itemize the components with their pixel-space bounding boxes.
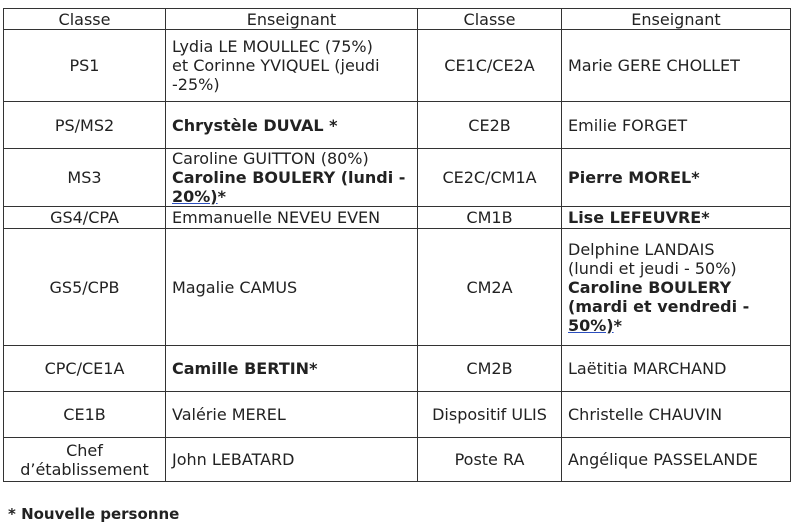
table-row xyxy=(4,392,791,438)
teacher-cell xyxy=(166,149,418,207)
teacher-line: Caroline GUITTON (80%) xyxy=(172,149,369,168)
table-body xyxy=(4,30,791,482)
teacher-line: Laëtitia MARCHAND xyxy=(568,359,727,378)
class-cell: Dispositif ULIS xyxy=(418,392,562,438)
table-row xyxy=(4,102,791,149)
table-row xyxy=(4,438,791,482)
class-cell: GS4/CPA xyxy=(4,207,166,229)
teacher-cell xyxy=(166,346,418,392)
teacher-line: Magalie CAMUS xyxy=(172,277,298,297)
teacher-line: Delphine LANDAIS xyxy=(568,239,715,259)
teacher-cell xyxy=(562,149,791,207)
table-row xyxy=(4,207,791,229)
teacher-cell xyxy=(562,229,791,346)
class-cell: CE2C/CM1A xyxy=(418,149,562,207)
class-cell: CE1B xyxy=(4,392,166,438)
teacher-line: Christelle CHAUVIN xyxy=(568,405,723,424)
teacher-line: (mardi et vendredi - xyxy=(568,296,750,316)
class-cell: MS3 xyxy=(4,149,166,207)
teacher-cell xyxy=(562,30,791,102)
teacher-cell xyxy=(166,30,418,102)
teacher-line: Emmanuelle NEVEU EVEN xyxy=(172,208,381,227)
column-header-teacher-left: Enseignant xyxy=(166,9,418,30)
teacher-line: Angélique PASSELANDE xyxy=(568,450,758,469)
teacher-cell xyxy=(166,102,418,149)
teacher-line: Caroline BOULERY xyxy=(568,277,732,297)
class-cell: CM1B xyxy=(418,207,562,229)
teacher-cell xyxy=(562,346,791,392)
class-cell: Chef d’établissement xyxy=(4,438,166,482)
teacher-line: -25%) xyxy=(172,75,220,94)
teacher-cell xyxy=(562,102,791,149)
teacher-cell xyxy=(166,438,418,482)
teacher-line: John LEBATARD xyxy=(172,450,295,469)
teacher-line: Pierre MOREL* xyxy=(568,168,700,187)
teacher-line: Camille BERTIN* xyxy=(172,359,318,378)
column-header-class-right: Classe xyxy=(418,9,562,30)
teacher-cell xyxy=(562,207,791,229)
underlined-text: 20%) xyxy=(172,187,218,206)
table-row xyxy=(4,229,791,346)
table-row xyxy=(4,149,791,207)
class-cell: PS/MS2 xyxy=(4,102,166,149)
class-cell: CE1C/CE2A xyxy=(418,30,562,102)
staff-table xyxy=(3,8,791,482)
teacher-line: et Corinne YVIQUEL (jeudi xyxy=(172,56,380,75)
teacher-line: Valérie MEREL xyxy=(172,405,286,424)
staff-table-container xyxy=(3,8,791,482)
teacher-line: Marie GERE CHOLLET xyxy=(568,56,740,75)
teacher-line: Caroline BOULERY (lundi - xyxy=(172,168,406,187)
class-cell: CM2B xyxy=(418,346,562,392)
table-row xyxy=(4,30,791,102)
teacher-line: 50%)* xyxy=(568,315,622,335)
column-header-teacher-right: Enseignant xyxy=(562,9,791,30)
teacher-cell xyxy=(166,229,418,346)
table-header-row xyxy=(4,9,791,30)
teacher-cell xyxy=(562,438,791,482)
class-cell: PS1 xyxy=(4,30,166,102)
underlined-text: 50%) xyxy=(568,315,614,335)
teacher-cell xyxy=(166,207,418,229)
class-cell: CPC/CE1A xyxy=(4,346,166,392)
class-cell: CM2A xyxy=(418,229,562,346)
class-cell: GS5/CPB xyxy=(4,229,166,346)
teacher-line: Chrystèle DUVAL * xyxy=(172,115,338,135)
teacher-cell xyxy=(166,392,418,438)
teacher-line: 20%)* xyxy=(172,187,226,206)
table-row xyxy=(4,346,791,392)
teacher-line: Lise LEFEUVRE* xyxy=(568,208,710,227)
teacher-line: (lundi et jeudi - 50%) xyxy=(568,258,737,278)
column-header-class-left: Classe xyxy=(4,9,166,30)
class-cell: Poste RA xyxy=(418,438,562,482)
footnote: * Nouvelle personne xyxy=(8,505,180,523)
teacher-cell xyxy=(562,392,791,438)
teacher-line: Emilie FORGET xyxy=(568,115,688,135)
teacher-line: Lydia LE MOULLEC (75%) xyxy=(172,37,373,56)
class-cell: CE2B xyxy=(418,102,562,149)
